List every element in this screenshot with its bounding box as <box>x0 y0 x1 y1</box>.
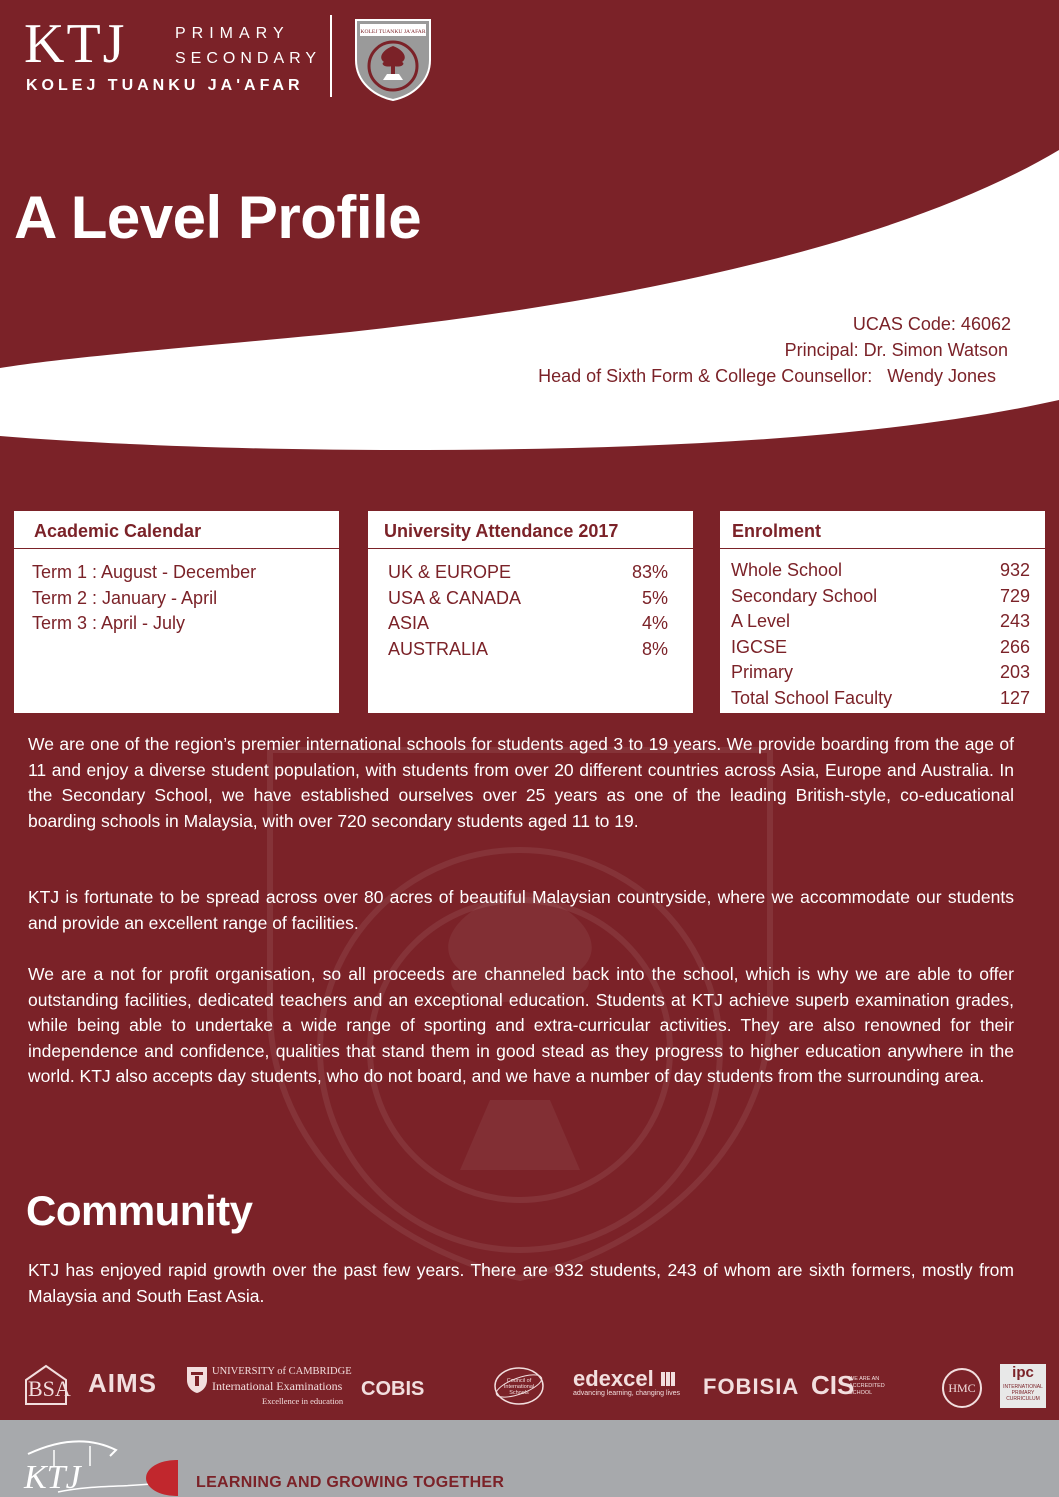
principal: Principal: Dr. Simon Watson <box>784 340 1008 360</box>
enrolment-row <box>731 635 1030 661</box>
academic-calendar-list <box>32 560 322 637</box>
attendance-region: USA & CANADA <box>388 587 522 608</box>
attendance-pct: 5% <box>641 587 668 608</box>
term-item: Term 1 : August - December <box>32 562 257 582</box>
enrolment-row <box>731 609 1030 635</box>
attendance-region: UK & EUROPE <box>388 562 512 582</box>
accreditation-logos <box>0 1356 1059 1420</box>
aims-logo: AIMS <box>88 1368 157 1398</box>
footer-tagline: LEARNING AND GROWING TOGETHER <box>196 1474 505 1491</box>
attendance-row <box>388 611 668 637</box>
edexcel-logo <box>573 1366 680 1397</box>
crest-text: KOLEJ TUANKU JA'AFAR <box>360 29 426 35</box>
enrolment-row <box>731 686 1030 712</box>
edexcel-text: edexcel <box>573 1366 654 1391</box>
enrolment-label: Secondary School <box>731 585 878 606</box>
brand-abbreviation: KTJ <box>24 13 127 75</box>
university-attendance-list <box>388 560 668 662</box>
brand-secondary: SECONDARY <box>175 50 322 67</box>
council-text: Council of International Schools <box>503 1378 535 1396</box>
cobis-logo: COBIS <box>361 1378 425 1400</box>
community-paragraph: KTJ has enjoyed rapid growth over the past few years. There are 932 students, 243 of whom are sixth formers, mostly from Malaysia and South East Asia. <box>28 1260 1014 1306</box>
attendance-pct: 8% <box>641 638 668 659</box>
enrolment-label: IGCSE <box>731 636 788 657</box>
enrolment-label: Primary <box>731 662 793 683</box>
attendance-region: ASIA <box>388 613 430 634</box>
footer-ktj-logo <box>18 1426 178 1497</box>
enrolment-label: A Level <box>731 611 791 632</box>
attendance-pct: 83% <box>631 562 668 582</box>
page-title: A Level Profile <box>14 184 422 251</box>
enrolment-row <box>731 584 1030 610</box>
cambridge-line-3: Excellence in education <box>262 1396 344 1406</box>
edexcel-grid-icon <box>661 1372 675 1386</box>
enrolment-list <box>731 558 1030 712</box>
cis-text: CIS <box>811 1370 855 1400</box>
community-heading: Community <box>26 1187 253 1234</box>
enrolment-value: 203 <box>999 662 1030 683</box>
ipc-logo <box>1000 1364 1046 1408</box>
bsa-logo <box>22 1362 70 1413</box>
brand-divider <box>330 15 332 97</box>
academic-calendar-heading: Academic Calendar <box>14 511 339 549</box>
enrolment-value: 729 <box>999 585 1030 606</box>
enrolment-box <box>720 511 1045 713</box>
university-attendance-box <box>368 511 693 713</box>
cambridge-line-1: UNIVERSITY of CAMBRIDGE <box>212 1366 352 1377</box>
cis-accredited-logo <box>811 1370 885 1401</box>
attendance-row <box>388 637 668 663</box>
attendance-row <box>388 560 668 586</box>
enrolment-value: 932 <box>999 560 1030 580</box>
organisation-paragraph: We are a not for profit organisation, so all proceeds are channeled back into the school, which is why we are able to offer outstanding facilities, dedicated teachers and an exceptional education. Students at KTJ achieve superb examination grades, while being able to undertake a wide range of sporting and extra-curricular activities. They are also renowned for their independence and confidence, qualities that stand them in good stead as they progress to higher education anywhere in the world. KTJ also accepts day students, who do not board, and we have a number of day students from the surrounding area. <box>28 964 1014 1087</box>
cambridge-shield-icon <box>186 1366 208 1394</box>
brand-full-name: KOLEJ TUANKU JA'AFAR <box>26 77 304 94</box>
ucas-code: UCAS Code: 46062 <box>852 314 1011 334</box>
academic-calendar-box <box>14 511 339 713</box>
enrolment-row <box>731 558 1030 584</box>
enrolment-value: 266 <box>999 636 1030 657</box>
cis-tagline: WE ARE AN ACCREDITED SCHOOL <box>849 1376 885 1396</box>
attendance-pct: 4% <box>641 613 668 634</box>
enrolment-row <box>731 660 1030 686</box>
enrolment-heading: Enrolment <box>720 511 1045 549</box>
bsa-text: BSA <box>28 1376 71 1401</box>
ipc-text: ipc <box>1012 1364 1034 1381</box>
university-attendance-heading: University Attendance 2017 <box>368 511 693 549</box>
enrolment-value: 243 <box>999 611 1030 632</box>
attendance-region: AUSTRALIA <box>388 638 489 659</box>
hmc-logo: HMC <box>942 1368 982 1408</box>
enrolment-value: 127 <box>999 687 1030 708</box>
school-crest-icon <box>352 16 434 102</box>
term-item: Term 3 : April - July <box>32 613 186 634</box>
cambridge-logo <box>186 1366 352 1406</box>
attendance-row <box>388 586 668 612</box>
enrolment-label: Whole School <box>731 560 843 580</box>
edexcel-tagline: advancing learning, changing lives <box>573 1390 681 1397</box>
term-item: Term 2 : January - April <box>32 587 218 608</box>
intro-paragraph: We are one of the region’s premier international schools for students aged 3 to 19 years. We provide boarding from the age of 11 and enjoy a diverse student population, with students from over 20 different countries across Asia, Europe and Australia. In the Secondary School, we have established ourselves over 25 years as one of the leading British-style, co-educational boarding schools in Malaysia, with over 720 secondary students aged 11 to 19. <box>28 734 1014 831</box>
enrolment-label: Total School Faculty <box>731 687 893 708</box>
ipc-tagline: INTERNATIONAL PRIMARY CURRICULUM <box>1003 1384 1043 1402</box>
footer-logo-text: KTJ <box>24 1459 81 1496</box>
brand-primary: PRIMARY <box>175 25 290 42</box>
fobisia-logo: FOBISIA <box>703 1374 800 1399</box>
council-logo <box>493 1364 545 1408</box>
head-counsellor: Head of Sixth Form & College Counsellor: Wendy Jones <box>538 366 996 386</box>
campus-paragraph: KTJ is fortunate to be spread across over 80 acres of beautiful Malaysian countryside, where we accommodate our students and provide an excellent range of facilities. <box>28 887 1014 933</box>
cambridge-line-2: International Examinations <box>212 1379 343 1393</box>
